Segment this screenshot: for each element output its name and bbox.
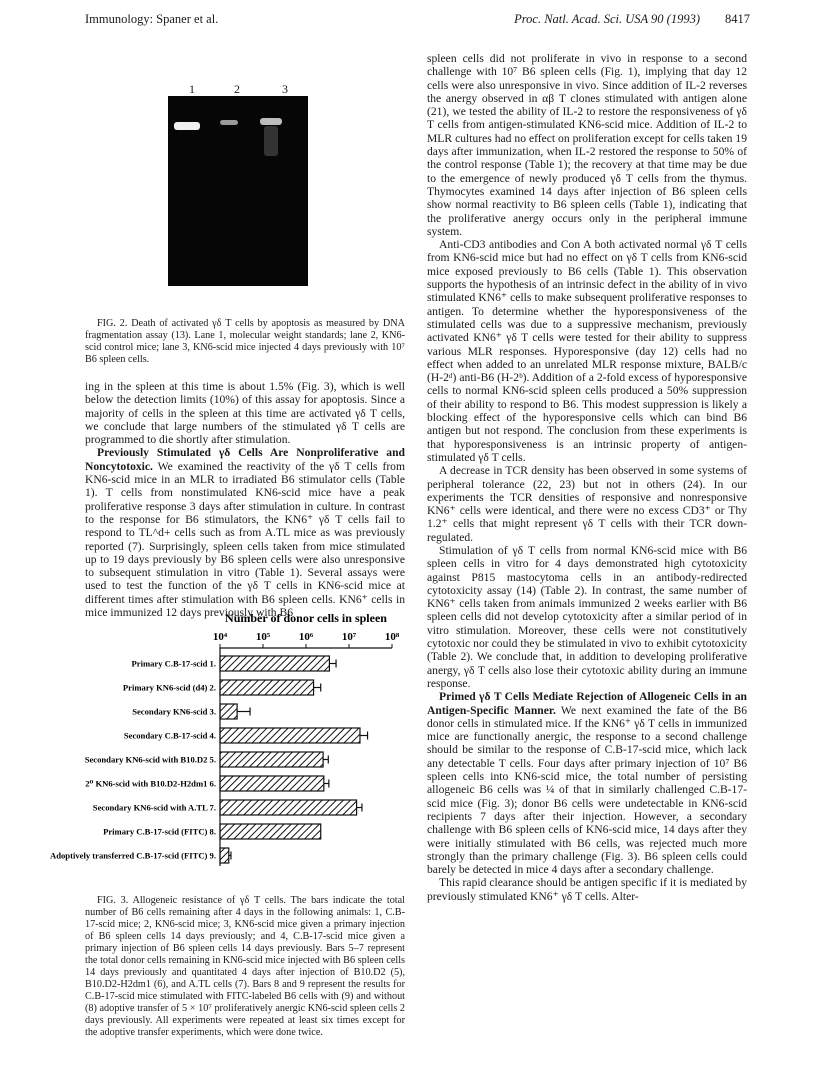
- fig3-chart: [50, 612, 400, 882]
- gel-lane-3-label: 3: [282, 82, 288, 96]
- section-heading-primed-rejection: Primed γδ T Cells Mediate Rejection of Allogeneic Cells in an Antigen-Specific Manner.: [427, 690, 747, 717]
- x-tick-label: 10⁴: [212, 631, 228, 643]
- fig3-caption-block: [85, 895, 405, 1039]
- chart-title: Number of donor cells in spleen: [225, 612, 387, 625]
- right-paragraph-2: Anti-CD3 antibodies and Con A both activated normal γδ T cells from KN6-scid mice but had no effect on γδ T cells from KN6-scid mice exposed previously to B6 cells (Table 1). This observation supports the hypothesis of an intrinsic defect in the ability of in vivo stimulated KN6⁺ cells to make subsequent proliferative responses to antigen. To determine whether the hyporesponsiveness of the stimulated cells was due to a suppressive mechanism, previously activated KN6⁺ γδ T cells were tested for their ability to suppress various MLR responses. Hyporesponsive (day 12) cells had no effect when added to an unrelated MLR response mixture, BALB/c (H-2ᵈ) anti-B6 (H-2ᵇ). Addition of a 2-fold excess of hyporesponsive cells to normal KN6-scid spleen cells produced a 50% suppression of their ability to respond to B6. This modest suppression is likely a blocking effect of the hyporesponsive cells which can bind B6 antigen but not respond. The conclusion from these experiments is that hyporesponsiveness is an intrinsic property of antigen-stimulated γδ T cells.: [427, 238, 747, 464]
- right-column-body: [427, 52, 747, 903]
- bar: [220, 848, 229, 863]
- fig2-caption: FIG. 2. Death of activated γδ T cells by apoptosis as measured by DNA fragmentation assay (13). Lane 1, molecular weight standards; lane 2, KN6-scid control mice; lane 3, KN6-scid mice injected 4 days previously with 10⁷ B6 spleen cells.: [85, 318, 405, 365]
- gel-band-lane3: [260, 118, 282, 125]
- gel-lane-2-label: 2: [234, 82, 240, 96]
- bar: [220, 752, 323, 767]
- fig3-caption: FIG. 3. Allogeneic resistance of γδ T cells. The bars indicate the total number of B6 cells remaining after 4 days in the following animals: 1, C.B-17-scid mice; 2, KN6-scid mice; 3, KN6-scid mice given a primary injection of B6 spleen cells 14 days previously; and 4, C.B-17-scid mice given a primary injection of B6 spleen cells 14 days previously. Bars 5–7 represent the total donor cells remaining in KN6-scid mice injected with B6 spleen cells 14 days previously and quantitated 4 days after injection of B10.D2 (5), B10.D2-H2dm1 (6), and A.TL cells (7). Bars 8 and 9 represent the results for C.B-17-scid mice stimulated with FITC-labeled B6 cells with (9) and without (8) adoptive transfer of 5 × 10⁷ proliferatively anergic KN6-scid spleen cells 2 days previously. All experiments were repeated at least six times except for the adoptive transfer experiments, which were done twice.: [85, 895, 405, 1038]
- x-tick-label: 10⁷: [341, 631, 357, 643]
- bar: [220, 704, 237, 719]
- section-heading-nonproliferative: Previously Stimulated γδ Cells Are Nonproliferative and Noncytotoxic.: [85, 446, 405, 473]
- gel-band-lane2: [220, 120, 238, 125]
- bar-category-label: Secondary KN6-scid with A.TL 7.: [92, 802, 216, 813]
- right-paragraph-6: This rapid clearance should be antigen specific if it is mediated by previously stimulated KN6⁺ γδ T cells. Alter-: [427, 876, 747, 903]
- right-paragraph-4: Stimulation of γδ T cells from normal KN6-scid mice with B6 spleen cells in vitro for 4 days demonstrated high cytotoxicity against P815 mastocytoma cells in an antibody-redirected cytotoxicity assay (14) (Table 2). In contrast, the same number of KN6⁺ cells taken from animals immunized 2 weeks earlier with B6 spleen cells did not develop cytotoxicity after a similar period of in vitro stimulation. Moreover, these cells were not constitutively cytotoxic nor could they be stimulated in vivo to exhibit cytotoxicity (Table 2). We conclude that, in addition to developing proliferative anergy, γδ T cells also lose their cytotoxic ability during an immune response.: [427, 543, 747, 690]
- left-paragraph-2-text: We examined the reactivity of the γδ T cells from KN6-scid mice in an MLR to irradiated B6 stimulator cells (Table 1). T cells from nonstimulated KN6-scid mice have a peak proliferative response 3 days after stimulation in culture. In contrast to the response for B6 stimulators, the KN6⁺ γδ T cells fail to respond to TL^d+ cells such as from A.TL mice as was previously reported (7). Surprisingly, spleen cells taken from mice stimulated up to 19 days previously by B6 spleen cells were also unresponsive to subsequent stimulation in vitro (Table 1). Several assays were used to test the function of the γδ T cells in KN6-scid mice at different times after stimulation with B6 spleen cells. KN6⁺ cells in mice immunized 12 days previously with B6: [85, 459, 405, 620]
- bar: [220, 656, 329, 671]
- bar: [220, 800, 357, 815]
- bar: [220, 680, 314, 695]
- left-paragraph-1: ing in the spleen at this time is about 1.5% (Fig. 3), which is well below the detection limits (10%) of this assay for apoptosis. Since a majority of cells in the spleen at this time are activated γδ T cells, we conclude that large numbers of the stimulated γδ T cells are programmed to die shortly after stimulation.: [85, 380, 405, 447]
- right-paragraph-1: spleen cells did not proliferate in vivo in response to a second challenge with 10⁷ B6 spleen cells (Fig. 1), implying that day 12 cells were also unresponsive in vivo. Since addition of IL-2 reverses the anergy observed in αβ T clones stimulated with antigen alone (21), we tested the ability of IL-2 to restore the responsiveness of γδ T cells from antigen-stimulated KN6-scid mice. Addition of IL-2 to MLR cultures had no effect on proliferation except for cells taken 19 days after immunization, when IL-2 restored the response to 50% of the control response (Table 1); the recovery at that time may be due to the emergence of newly produced γδ T cells from the thymus. Thymocytes examined 14 days after injection of B6 spleen cells show normal reactivity to B6 spleen cells (Table 1), indicating that the proliferative anergy occurs only in the peripheral immune system.: [427, 52, 747, 238]
- right-paragraph-3: A decrease in TCR density has been observed in some systems of peripheral tolerance (22, 23) but not in others (24). In our experiments the TCR densities of responsive and nonresponsive KN6⁺ cells were identical, and there were no excess CD3⁺ or Thy 1.2⁺ cells that might represent γδ T cells with their TCR down-regulated.: [427, 464, 747, 544]
- page-header: [85, 12, 750, 32]
- right-paragraph-5: [427, 690, 747, 876]
- bar-category-label: Secondary KN6-scid with B10.D2 5.: [84, 754, 216, 765]
- bar-category-label: 2⁰ KN6-scid with B10.D2-H2dm1 6.: [85, 778, 216, 789]
- page-number: 8417: [725, 12, 750, 26]
- x-tick-label: 10⁵: [255, 631, 271, 643]
- bar-category-label: Secondary C.B-17-scid 4.: [123, 730, 216, 741]
- gel-lane-1-label: 1: [189, 82, 195, 96]
- bar-category-label: Primary C.B-17-scid 1.: [131, 658, 216, 669]
- running-head: Immunology: Spaner et al.: [85, 12, 219, 26]
- x-tick-label: 10⁶: [298, 631, 314, 643]
- gel-smear-lane3: [264, 126, 278, 156]
- bar: [220, 824, 321, 839]
- gel-background: [168, 96, 308, 286]
- gel-band-lane1: [174, 122, 200, 130]
- x-tick-label: 10⁸: [384, 631, 400, 643]
- right-paragraph-5-text: We next examined the fate of the B6 donor cells in stimulated mice. If the KN6⁺ γδ T cells in immunized mice are functionally anergic, the response to a second challenge should be similar to the response of C.B-17-scid mice, which lack any detectable T cells. Four days after primary injection of 10⁷ B6 spleen cells into KN6-scid mice, the total number of persisting allogeneic B6 cells was ¼ of that in similarly challenged C.B-17-scid mice (Fig. 3); donor B6 cells were undetectable in KN6-scid recipients 7 days after their injection. However, a secondary challenge with B6 spleen cells of KN6-scid mice, 14 days after they were initially stimulated with B6 cells, was rejected much more strongly than the primary challenge (Fig. 3). B6 spleen cells could barely be detected in mice 4 days after a secondary challenge.: [427, 703, 747, 877]
- fig2-caption-block: [85, 318, 405, 366]
- bar-category-label: Primary C.B-17-scid (FITC) 8.: [103, 826, 216, 837]
- left-column-body: [85, 380, 405, 619]
- journal-citation: Proc. Natl. Acad. Sci. USA 90 (1993): [514, 12, 700, 26]
- left-paragraph-2: [85, 446, 405, 619]
- fig3-svg: [50, 612, 400, 882]
- bar-category-label: 1⁰ Adoptively transferred C.B-17-scid (FITC) 9.: [50, 850, 216, 861]
- bar: [220, 776, 324, 791]
- bar: [220, 728, 360, 743]
- fig2-gel-image: [168, 82, 308, 292]
- bar-category-label: Secondary KN6-scid 3.: [132, 706, 216, 717]
- bar-category-label: Primary KN6-scid (d4) 2.: [122, 682, 216, 693]
